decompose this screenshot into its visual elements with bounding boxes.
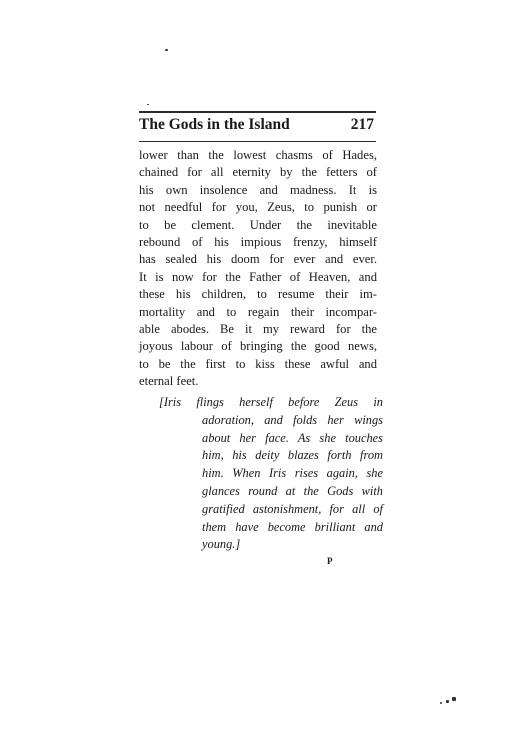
body-line: to be clement. Under the inevitable xyxy=(139,217,377,232)
page-speck xyxy=(452,697,456,701)
stage-line: him, his deity blazes forth from xyxy=(202,448,383,463)
stage-line: [Iris flings herself before Zeus in xyxy=(159,395,383,409)
page-speck xyxy=(440,702,442,704)
body-line: able abodes. Be it my reward for the xyxy=(139,321,377,336)
body-line: these his children, to resume their im- xyxy=(139,287,377,302)
body-line: has sealed his doom for ever and ever. xyxy=(139,252,377,267)
stage-line: glances round at the Gods with xyxy=(202,483,383,498)
stage-direction xyxy=(139,394,383,554)
body-line: chained for all eternity by the fetters of xyxy=(139,165,377,180)
body-line: lower than the lowest chasms of Hades, xyxy=(139,148,377,162)
page-speck xyxy=(165,49,168,51)
stage-line: gratified astonishment, for all of xyxy=(202,501,383,516)
body-line: to be the first to kiss these awful and xyxy=(139,356,377,371)
stage-line: adoration, and folds her wings xyxy=(202,412,383,427)
body-line: eternal feet. xyxy=(139,374,199,389)
running-title: The Gods in the Island xyxy=(139,116,290,133)
stage-line: them have become brilliant and xyxy=(202,519,383,534)
header-rule-bottom xyxy=(139,141,376,142)
running-head xyxy=(139,116,376,138)
stage-line: about her face. As she touches xyxy=(202,430,383,445)
body-line: joyous labour of bringing the good news, xyxy=(139,339,377,354)
stage-line: young.] xyxy=(202,537,241,552)
body-text xyxy=(139,147,377,390)
header-rule-top xyxy=(139,111,376,113)
page-speck xyxy=(446,700,449,703)
body-line: his own insolence and madness. It is xyxy=(139,182,377,197)
body-line: rebound of his impious frenzy, himself xyxy=(139,234,377,249)
page-speck xyxy=(147,104,149,105)
body-line: not needful for you, Zeus, to punish or xyxy=(139,200,377,215)
stage-line: him. When Iris rises again, she xyxy=(202,466,383,481)
body-line: It is now for the Father of Heaven, and xyxy=(139,269,377,284)
signature-mark: P xyxy=(327,556,333,566)
page-number: 217 xyxy=(350,116,374,133)
body-line: mortality and to regain their incompar- xyxy=(139,304,377,319)
